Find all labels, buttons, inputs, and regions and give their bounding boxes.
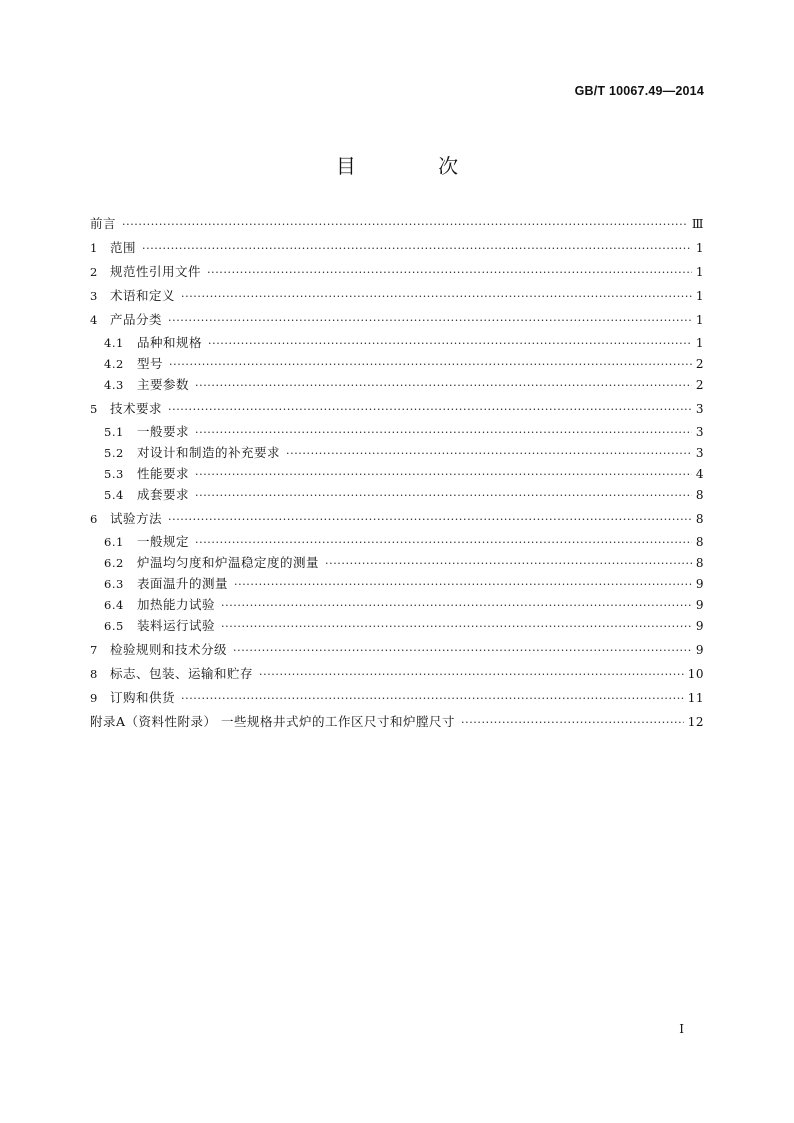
footer-page-number: I xyxy=(679,1022,684,1036)
toc-page-number: 11 xyxy=(687,691,704,705)
toc-entry[interactable] xyxy=(90,509,704,533)
toc-dot-leader xyxy=(122,218,688,231)
toc-dot-leader xyxy=(168,513,692,526)
toc-dot-leader xyxy=(181,692,684,705)
toc-dot-leader xyxy=(259,668,684,681)
toc-section-title: 性能要求 xyxy=(137,466,190,481)
toc-dot-leader xyxy=(207,266,692,279)
toc-section-number: 4 xyxy=(90,313,98,327)
toc-entry[interactable] xyxy=(90,214,704,238)
toc-entry[interactable] xyxy=(90,333,704,354)
toc-dot-leader xyxy=(195,379,692,392)
toc-entry[interactable] xyxy=(90,532,704,553)
toc-dot-leader xyxy=(221,620,692,633)
toc-entry[interactable] xyxy=(90,595,704,616)
toc-section-title: 一般规定 xyxy=(137,534,190,549)
toc-entry[interactable] xyxy=(90,375,704,396)
toc-dot-leader xyxy=(195,426,692,439)
toc-section-number: 6 xyxy=(90,512,98,526)
toc-page-number: 1 xyxy=(695,313,704,327)
toc-section-title: 装料运行试验 xyxy=(137,618,216,633)
toc-section-number: 5.2 xyxy=(104,446,124,460)
toc-dot-leader xyxy=(461,716,684,729)
toc-dot-leader xyxy=(286,447,692,460)
toc-page-number: 8 xyxy=(695,556,704,570)
toc-page-number: 2 xyxy=(695,378,704,392)
toc-section-title: 规范性引用文件 xyxy=(110,264,202,279)
toc-page-number: 12 xyxy=(687,715,704,729)
toc-section-number: 5.3 xyxy=(104,467,124,481)
toc-dot-leader xyxy=(142,242,692,255)
toc-page-number: 2 xyxy=(695,357,704,371)
toc-page-number: 3 xyxy=(695,402,704,416)
toc-section-number: 1 xyxy=(90,241,98,255)
toc-page-number: 3 xyxy=(695,425,704,439)
toc-section-number: 3 xyxy=(90,289,98,303)
toc-section-title: 主要参数 xyxy=(137,377,190,392)
page-title: 目 次 xyxy=(335,154,497,178)
toc-page-number: 9 xyxy=(695,577,704,591)
toc-dot-leader xyxy=(234,578,692,591)
toc-section-number: 4.1 xyxy=(104,336,124,350)
toc-dot-leader xyxy=(195,468,692,481)
toc-dot-leader xyxy=(168,403,692,416)
toc-dot-leader xyxy=(181,290,692,303)
toc-entry[interactable] xyxy=(90,485,704,506)
standard-code: GB/T 10067.49—2014 xyxy=(574,84,704,98)
toc-dot-leader xyxy=(168,314,692,327)
toc-entry[interactable] xyxy=(90,443,704,464)
toc-section-title: 加热能力试验 xyxy=(137,597,216,612)
toc-section-title: 检验规则和技术分级 xyxy=(110,642,228,657)
table-of-contents xyxy=(90,214,704,736)
toc-dot-leader xyxy=(221,599,692,612)
toc-section-number: 6.2 xyxy=(104,556,124,570)
toc-page-number: 8 xyxy=(695,512,704,526)
toc-section-number: 6.4 xyxy=(104,598,124,612)
toc-section-title: 炉温均匀度和炉温稳定度的测量 xyxy=(137,555,320,570)
toc-section-number: 9 xyxy=(90,691,98,705)
toc-entry[interactable] xyxy=(90,238,704,262)
toc-section-number: 4.2 xyxy=(104,357,124,371)
toc-entry[interactable] xyxy=(90,286,704,310)
toc-dot-leader xyxy=(195,536,692,549)
toc-entry[interactable] xyxy=(90,262,704,286)
toc-entry[interactable] xyxy=(90,640,704,664)
toc-entry[interactable] xyxy=(90,574,704,595)
toc-entry[interactable] xyxy=(90,399,704,423)
toc-page-number: 9 xyxy=(695,619,704,633)
toc-page-number: 10 xyxy=(687,667,704,681)
toc-entry[interactable] xyxy=(90,310,704,334)
toc-section-number: 6.3 xyxy=(104,577,124,591)
toc-page-number: 3 xyxy=(695,446,704,460)
toc-dot-leader xyxy=(208,337,692,350)
toc-section-number: 7 xyxy=(90,643,98,657)
toc-section-title: 产品分类 xyxy=(110,312,163,327)
toc-section-number: 2 xyxy=(90,265,98,279)
toc-dot-leader xyxy=(325,557,692,570)
toc-section-title: 试验方法 xyxy=(110,511,163,526)
toc-dot-leader xyxy=(195,489,692,502)
toc-section-title: 术语和定义 xyxy=(110,288,176,303)
toc-entry[interactable] xyxy=(90,712,704,736)
toc-section-title: 品种和规格 xyxy=(137,335,203,350)
toc-section-number: 5 xyxy=(90,402,98,416)
toc-section-number: 5.4 xyxy=(104,488,124,502)
toc-page-number: 1 xyxy=(695,265,704,279)
toc-section-number: 5.1 xyxy=(104,425,124,439)
toc-section-title: 附录A（资料性附录） 一些规格井式炉的工作区尺寸和炉膛尺寸 xyxy=(90,714,456,729)
toc-entry[interactable] xyxy=(90,664,704,688)
toc-entry[interactable] xyxy=(90,464,704,485)
toc-page-number: 1 xyxy=(695,289,704,303)
toc-section-title: 一般要求 xyxy=(137,424,190,439)
toc-section-title: 标志、包装、运输和贮存 xyxy=(110,666,254,681)
toc-entry[interactable] xyxy=(90,354,704,375)
toc-section-title: 范围 xyxy=(110,240,137,255)
toc-section-number: 4.3 xyxy=(104,378,124,392)
toc-page-number: 9 xyxy=(695,643,704,657)
toc-page-number: 4 xyxy=(695,467,704,481)
toc-section-number: 6.5 xyxy=(104,619,124,633)
toc-page-number: 8 xyxy=(695,488,704,502)
toc-page-number: 1 xyxy=(695,336,704,350)
toc-page-number: Ⅲ xyxy=(691,217,704,231)
toc-section-title: 前言 xyxy=(90,216,117,231)
toc-entry[interactable] xyxy=(90,422,704,443)
toc-dot-leader xyxy=(233,644,692,657)
toc-dot-leader xyxy=(169,358,692,371)
toc-page-number: 1 xyxy=(695,241,704,255)
toc-entry[interactable] xyxy=(90,688,704,712)
toc-entry[interactable] xyxy=(90,553,704,574)
toc-section-number: 6.1 xyxy=(104,535,124,549)
toc-entry[interactable] xyxy=(90,616,704,637)
toc-section-title: 成套要求 xyxy=(137,487,190,502)
toc-section-title: 型号 xyxy=(137,356,164,371)
toc-section-number: 8 xyxy=(90,667,98,681)
toc-section-title: 订购和供货 xyxy=(110,690,176,705)
toc-page-number: 9 xyxy=(695,598,704,612)
toc-section-title: 技术要求 xyxy=(110,401,163,416)
toc-section-title: 表面温升的测量 xyxy=(137,576,229,591)
toc-page-number: 8 xyxy=(695,535,704,549)
toc-section-title: 对设计和制造的补充要求 xyxy=(137,445,281,460)
